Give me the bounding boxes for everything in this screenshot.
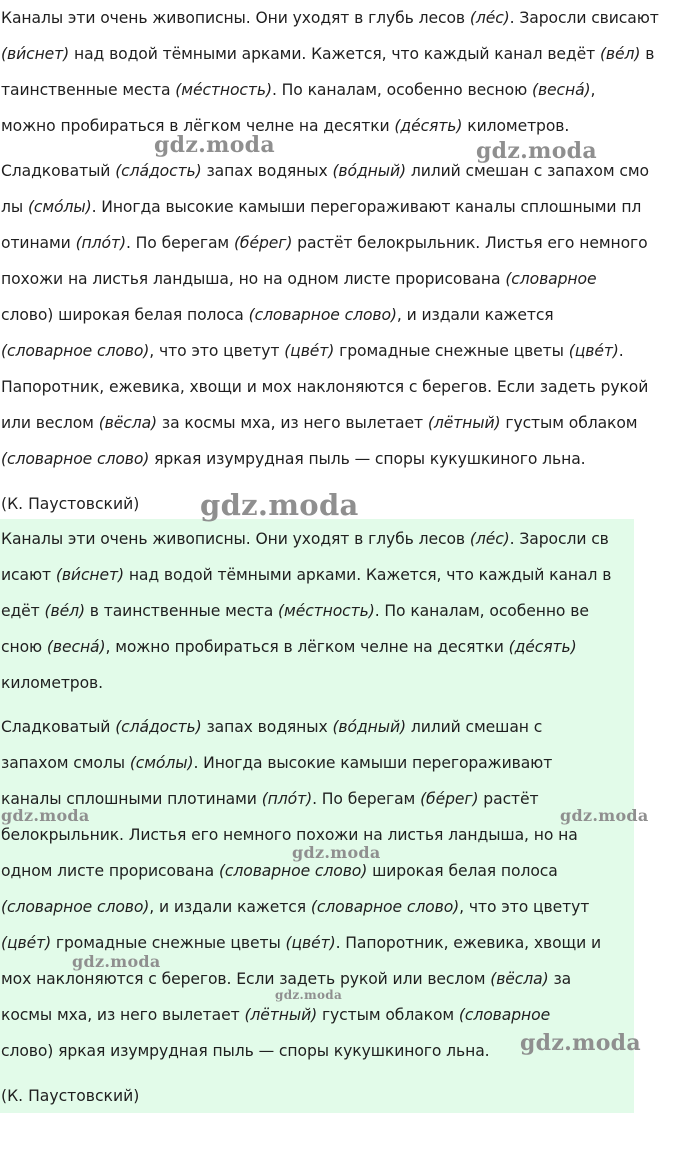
text-line: белокрыльник. Листья его немного похожи на листья ландыша, но на bbox=[1, 826, 578, 844]
text-line: Каналы эти очень живописны. Они уходят в глубь лесов (ле́с). Заросли св bbox=[1, 530, 609, 548]
watermark: gdz.moda bbox=[200, 488, 359, 522]
text-line: Папоротник, ежевика, хвощи и мох наклоняются с берегов. Если задеть рукой bbox=[1, 378, 649, 396]
text-line: (словарное слово), что это цветут (цве́т) громадные снежные цветы (цве́т). bbox=[1, 342, 624, 360]
author-credit: (К. Паустовский) bbox=[1, 495, 140, 513]
text-line: можно пробираться в лёгком челне на десятки (де́сять) километров. bbox=[1, 117, 570, 135]
text-line: каналы сплошными плотинами (пло́т). По берегам (бе́рег) растёт bbox=[1, 790, 539, 808]
text-line: запахом смолы (смо́лы). Иногда высокие камыши перегораживают bbox=[1, 754, 553, 772]
text-line: (цве́т) громадные снежные цветы (цве́т). Папоротник, ежевика, хвощи и bbox=[1, 934, 602, 952]
text-line: лы (смо́лы). Иногда высокие камыши перегораживают каналы сплошными пл bbox=[1, 198, 642, 216]
text-line: космы мха, из него вылетает (лётный) густым облаком (словарное bbox=[1, 1006, 551, 1024]
text-line: (ви́снет) над водой тёмными арками. Кажется, что каждый канал ведёт (ве́л) в bbox=[1, 45, 655, 63]
author-credit: (К. Паустовский) bbox=[1, 1087, 140, 1105]
text-line: мох наклоняются с берегов. Если задеть рукой или веслом (вёсла) за bbox=[1, 970, 572, 988]
text-line: (словарное слово), и издали кажется (словарное слово), что это цветут bbox=[1, 898, 590, 916]
text-line: слово) широкая белая полоса (словарное слово), и издали кажется bbox=[1, 306, 554, 324]
text-line: километров. bbox=[1, 674, 103, 692]
text-line: отинами (пло́т). По берегам (бе́рег) растёт белокрыльник. Листья его немного bbox=[1, 234, 648, 252]
text-line: едёт (ве́л) в таинственные места (ме́стность). По каналам, особенно ве bbox=[1, 602, 589, 620]
text-line: или веслом (вёсла) за космы мха, из него вылетает (лётный) густым облаком bbox=[1, 414, 638, 432]
text-line: Сладковатый (сла́дость) запах водяных (во́дный) лилий смешан с запахом смо bbox=[1, 162, 649, 180]
text-line: сною (весна́), можно пробираться в лёгком челне на десятки (де́сять) bbox=[1, 638, 577, 656]
text-line: похожи на листья ландыша, но на одном листе прорисована (словарное bbox=[1, 270, 597, 288]
watermark: gdz.moda bbox=[560, 806, 649, 825]
text-line: (словарное слово) яркая изумрудная пыль — споры кукушкиного льна. bbox=[1, 450, 586, 468]
text-line: исают (ви́снет) над водой тёмными арками. Кажется, что каждый канал в bbox=[1, 566, 612, 584]
watermark: gdz.moda bbox=[275, 988, 343, 1002]
text-line: слово) яркая изумрудная пыль — споры кукушкиного льна. bbox=[1, 1042, 490, 1060]
watermark: gdz.moda bbox=[154, 132, 275, 158]
watermark: gdz.moda bbox=[1, 806, 90, 825]
watermark: gdz.moda bbox=[292, 843, 381, 862]
text-line: одном листе прорисована (словарное слово) широкая белая полоса bbox=[1, 862, 558, 880]
watermark: gdz.moda bbox=[476, 138, 597, 164]
text-line: Сладковатый (сла́дость) запах водяных (во́дный) лилий смешан с bbox=[1, 718, 543, 736]
text-line: таинственные места (ме́стность). По каналам, особенно весною (весна́), bbox=[1, 81, 596, 99]
text-line: Каналы эти очень живописны. Они уходят в глубь лесов (ле́с). Заросли свисают bbox=[1, 9, 659, 27]
watermark: gdz.moda bbox=[72, 952, 161, 971]
watermark: gdz.moda bbox=[520, 1030, 641, 1056]
exercise-text-answer bbox=[0, 519, 634, 1113]
